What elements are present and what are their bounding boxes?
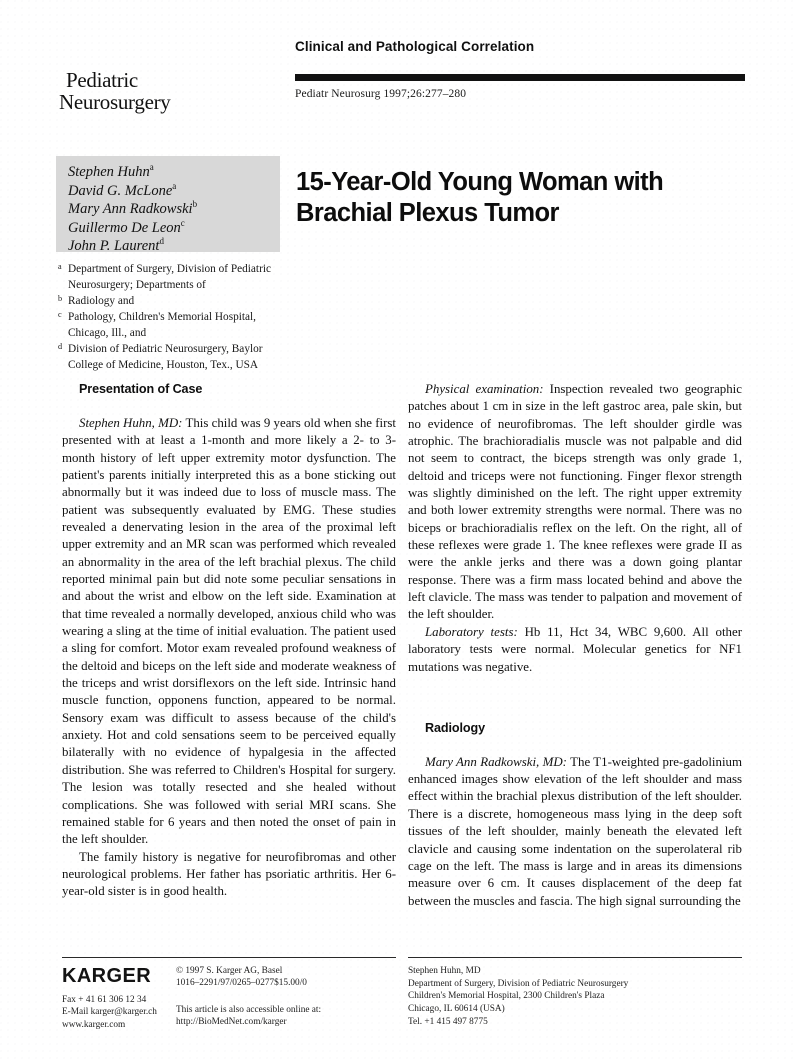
footer-rule-right [408,957,742,958]
author-entry [68,182,270,201]
online-access-note: This article is also accessible online at: [176,1005,322,1015]
body-column-left [62,381,396,901]
paragraph-text: Inspection revealed two geographic patches about 1 cm in size in the left gastroc area, pale skin, but no evidence of neurofibromas. The left shoulder girdle was atrophic. The brachioradialis muscle was not palpable and did not seem to contract, the biceps strength was only grade 1, deltoid and triceps were not functioning. Finger flexor strength was slightly diminished on the left. The right upper extremity and both lower extremity strengths were normal. There was no biceps or brachioradialis reflex on the left. On the right, all of these reflexes were grade 1. The knee reflexes were grade II as were the ankle jerks and there was a down going plantar response. There was a firm mass located behind and above the left clavicle. The mass was tender to palpation and movement of the left shoulder. [408,382,742,622]
affiliation-item [58,261,290,293]
paragraph-text: Hb 11, Hct 34, WBC 9,600. All other laboratory tests were normal. Molecular genetics for NF1 mutations was negative. [408,624,743,674]
affiliation-mark: c [58,309,62,319]
footer-rule-left [62,957,396,958]
affiliation-item [58,309,290,341]
issn-price-line: 1016–2291/97/0265–0277$15.00/0 [176,978,307,989]
speaker-name-radkowski: Mary Ann Radkowski, MD: [425,754,567,769]
online-access-url[interactable]: http://BioMedNet.com/karger [176,1017,287,1028]
author-name: John P. Laurent [68,238,160,255]
author-entry [68,163,270,182]
header-rule [295,74,745,81]
paragraph-family-history [62,849,396,901]
affiliation-item [58,341,290,373]
journal-reference: Pediatr Neurosurg 1997;26:277–280 [295,88,467,100]
paragraph-radiology-1 [408,754,742,910]
paragraph-presentation-1 [62,415,396,849]
correspondence-line: Stephen Huhn, MD [408,966,481,976]
author-affiliation-mark: b [192,199,198,210]
publisher-contact-block [62,994,182,1031]
article-title: 15-Year-Old Young Woman with Brachial Plexus Tumor [296,168,664,227]
author-entry [68,219,270,238]
correspondence-line: Children's Memorial Hospital, 2300 Children's Plaza [408,991,605,1002]
correspondence-line: Chicago, IL 60614 (USA) [408,1004,505,1015]
copyright-block [176,965,391,990]
karger-publisher-logo: KARGER [62,965,152,987]
body-column-right [408,381,742,910]
section-kicker: Clinical and Pathological Correlation [295,39,535,54]
author-name: David G. McLone [68,182,173,199]
author-entry [68,237,270,256]
label-physical-examination: Physical examination: [425,382,544,396]
paragraph-text: The family history is negative for neurofibromas and other neurological problems. Her father has psoriatic arthritis. Her 6-year-old sister is in good health. [62,849,396,899]
author-entry [68,200,270,219]
speaker-name-huhn: Stephen Huhn, MD: [79,415,183,430]
affiliation-text: Department of Surgery, Division of Pediatric Neurosurgery; Departments of [68,263,271,292]
masthead-line-2: Neurosurgery [59,89,171,114]
heading-radiology: Radiology [425,720,485,735]
correspondence-line: Department of Surgery, Division of Pediatric Neurosurgery [408,978,629,989]
paragraph-physical-examination [408,381,742,624]
correspondence-block [408,965,748,1029]
affiliation-text: Pathology, Children's Memorial Hospital, Chicago, Ill., and [68,311,256,340]
masthead-line-1: Pediatric [66,68,138,92]
author-name: Stephen Huhn [68,164,150,180]
journal-masthead [59,68,171,114]
affiliation-list [58,261,290,373]
affiliation-text: Division of Pediatric Neurosurgery, Baylor College of Medicine, Houston, Tex., USA [68,343,263,372]
affiliation-mark: a [58,261,62,271]
paragraph-laboratory-tests [408,624,742,676]
label-laboratory-tests: Laboratory tests: [425,624,518,639]
heading-presentation-of-case: Presentation of Case [79,382,203,396]
correspondence-line: Tel. +1 415 497 8775 [408,1016,488,1027]
affiliation-text: Radiology and [68,295,135,308]
publisher-website[interactable]: www.karger.com [62,1019,126,1030]
paragraph-text: This child was 9 years old when she first presented with at least a 1-month and more likely a 2- to 3-month history of left upper extremity motor dysfunction. The patient's parents initially interpreted this as a bone sticking out abnormally but it was indeed due to loss of muscle mass. The patient was subsequently evaluated by EMG. These studies revealed a denervating lesion in the area of the proximal left upper extremity and an MR scan was performed which revealed an abnormality in the area of the left brachial plexus. The child reported minimal pain but did note some peculiar sensations in and about the wrist and elbow on the left side. Examination at that time revealed a normally developed, anxious child who was wearing a sling at the time of initial evaluation. The patient used a sling for comfort. Motor exam revealed profound weakness of the deltoid and biceps on the left side and moderate weakness of the triceps and wrist dorsiflexors on the left side. Intrinsic hand muscle function, opponens function, appeared to be normal. Sensory exam was difficult to assess because of the child's anxiety. Hot and cold sensations seem to be perceived equally bilaterally with no evidence of hypalgesia in the affected distribution. She was referred to Children's Hospital for surgery. The lesion was totally resected and she healed without complications. She was followed with serial MRI scans. She remained stable for 6 years and then noted the onset of pain in the left shoulder. [62,415,396,847]
author-affiliation-mark: d [159,236,164,247]
author-name: Guillermo De Leon [68,219,181,236]
author-list-box [56,156,280,255]
paragraph-text: The T1-weighted pre-gadolinium enhanced images show elevation of the left shoulder and mass effect within the brachial plexus distribution of the left shoulder. There is a discrete, homogeneous mass lying in the deep soft tissues of the left shoulder, mainly beneath the elevated left clavicle and causing some indentation on the superolateral rib cage on the left. The mass is large and in areas its dimensions measure over 6 cm. It causes displacement of the deep fat between the muscles and fascia. The high signal surrounding the [408,754,742,908]
copyright-notice: © 1997 S. Karger AG, Basel [176,966,283,976]
affiliation-mark: d [58,341,63,351]
online-access-block [176,1004,391,1029]
author-name: Mary Ann Radkowski [68,201,193,218]
publisher-email[interactable]: E-Mail karger@karger.ch [62,1007,157,1018]
affiliation-item [58,293,290,309]
affiliation-mark: b [58,293,63,303]
author-affiliation-mark: a [149,162,154,173]
author-affiliation-mark: c [180,217,185,228]
author-affiliation-mark: a [172,180,177,191]
publisher-fax: Fax + 41 61 306 12 34 [62,995,147,1005]
